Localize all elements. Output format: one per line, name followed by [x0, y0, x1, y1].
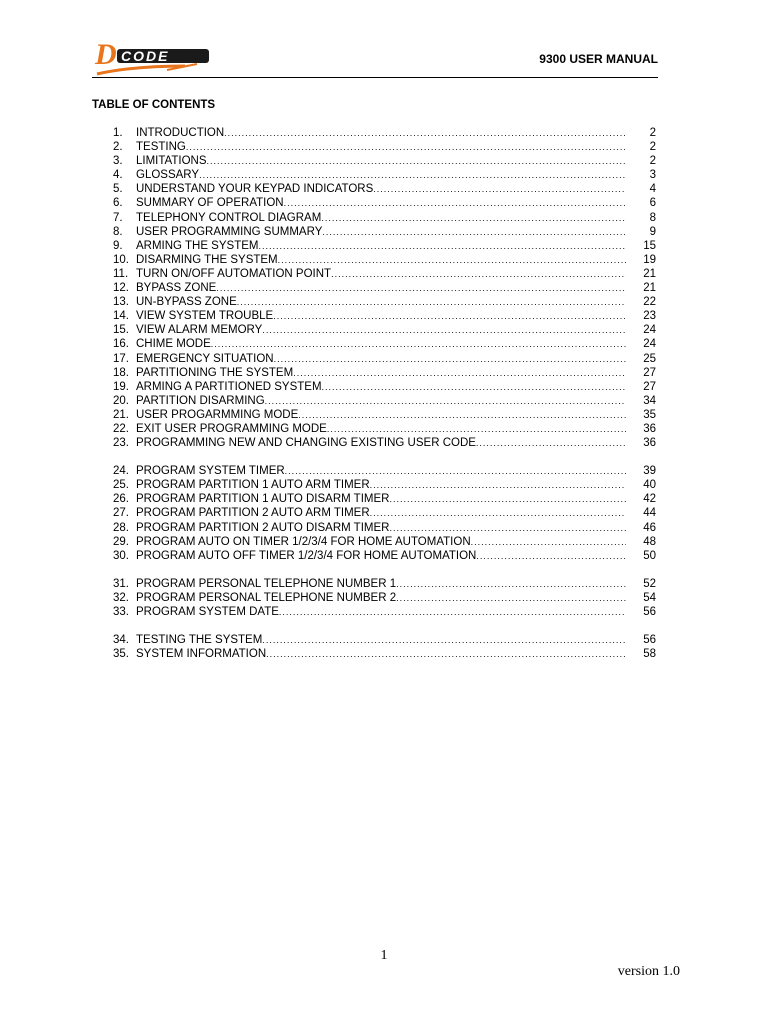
toc-entry[interactable] [113, 338, 660, 352]
toc-entry-number: 29. [113, 535, 129, 548]
toc-entry-page: 54 [643, 591, 656, 604]
toc-entry-page: 25 [643, 352, 656, 365]
toc-dot-leader [373, 184, 626, 194]
toc-entry[interactable] [113, 634, 660, 648]
toc-entry-title: USER PROGARMMING MODE [136, 408, 299, 421]
toc-entry-title: UN-BYPASS ZONE [136, 296, 237, 309]
toc-dot-leader [389, 494, 626, 504]
toc-entry-page: 42 [643, 493, 656, 506]
toc-entry-title: TESTING THE SYSTEM [136, 634, 263, 647]
toc-entry-number: 24. [113, 465, 129, 478]
toc-entry-title: TURN ON/OFF AUTOMATION POINT [136, 267, 332, 280]
toc-entry[interactable] [113, 648, 660, 662]
toc-entry-number: 8. [113, 225, 123, 238]
toc-entry-number: 22. [113, 422, 129, 435]
toc-entry-page: 2 [649, 141, 656, 154]
toc-entry-title: PROGRAM PARTITION 1 AUTO ARM TIMER [136, 479, 370, 492]
toc-entry[interactable] [113, 423, 660, 437]
toc-entry-title: EMERGENCY SITUATION [136, 352, 274, 365]
toc-entry[interactable] [113, 395, 660, 409]
toc-entry-number: 25. [113, 479, 129, 492]
toc-dot-leader [273, 311, 626, 321]
toc-entry-title: PROGRAM SYSTEM DATE [136, 606, 279, 618]
toc-group [113, 634, 660, 662]
toc-entry-title: EXIT USER PROGRAMMING MODE [136, 422, 327, 435]
toc-entry-title: PARTITION DISARMING [136, 394, 265, 407]
toc-dot-leader [258, 241, 626, 251]
toc-entry[interactable] [113, 240, 660, 254]
toc-entry-page: 27 [643, 380, 656, 393]
toc-entry[interactable] [113, 493, 660, 507]
toc-group [113, 465, 660, 564]
toc-dot-leader [298, 410, 626, 420]
toc-entry-title: ARMING A PARTITIONED SYSTEM [136, 380, 322, 393]
toc-dot-leader [327, 424, 626, 434]
toc-entry-page: 44 [643, 507, 656, 520]
toc-entry-page: 52 [643, 577, 656, 590]
manual-title: 9300 USER MANUAL [539, 52, 658, 66]
toc-entry-page: 36 [643, 437, 656, 450]
page-number: 1 [380, 948, 388, 963]
toc-dot-leader [262, 635, 626, 645]
toc-group [113, 578, 660, 620]
toc-entry-title: PROGRAMMING NEW AND CHANGING EXISTING USER CODE [136, 437, 476, 450]
toc-entry-page: 4 [649, 183, 656, 196]
toc-entry-number: 10. [113, 253, 129, 266]
toc-entry[interactable] [113, 155, 660, 169]
toc-entry-title: CHIME MODE [136, 338, 211, 351]
logo-graphic [93, 38, 223, 78]
toc-dot-leader [279, 607, 626, 617]
toc-entry[interactable] [113, 522, 660, 536]
logo-d-letter: D [95, 38, 117, 71]
toc-entry[interactable] [113, 550, 660, 564]
toc-entry-page: 48 [643, 535, 656, 548]
toc-dot-leader [285, 466, 626, 476]
toc-entry-title: TELEPHONY CONTROL DIAGRAM [136, 211, 322, 224]
toc-entry-title: PROGRAM PERSONAL TELEPHONE NUMBER 2 [136, 591, 397, 604]
toc-entry-page: 22 [643, 296, 656, 309]
toc-dot-leader [199, 170, 626, 180]
toc-entry[interactable] [113, 353, 660, 367]
toc-entry-page: 27 [643, 366, 656, 379]
toc-entry-title: BYPASS ZONE [136, 282, 217, 295]
toc-entry[interactable] [113, 310, 660, 324]
toc-entry-title: LIMITATIONS [136, 155, 207, 168]
toc-entry-title: UNDERSTAND YOUR KEYPAD INDICATORS [136, 183, 374, 196]
toc-entry-page: 21 [643, 282, 656, 295]
header-divider [92, 77, 658, 78]
toc-entry-title: PROGRAM PARTITION 1 AUTO DISARM TIMER [136, 493, 390, 506]
toc-entry-page: 9 [649, 225, 656, 238]
toc-entry-number: 3. [113, 155, 123, 168]
toc-entry-page: 6 [649, 197, 656, 210]
toc-entry-title: PROGRAM PARTITION 2 AUTO DISARM TIMER [136, 521, 390, 534]
toc-dot-leader [266, 649, 626, 659]
toc-dot-leader [370, 508, 626, 518]
toc-entry-page: 24 [643, 324, 656, 337]
toc-entry-title: SUMMARY OF OPERATION [136, 197, 284, 210]
toc-entry[interactable] [113, 183, 660, 197]
toc-entry-number: 27. [113, 507, 129, 520]
toc-dot-leader [471, 537, 626, 547]
toc-entry-page: 2 [649, 127, 656, 139]
toc-entry-number: 14. [113, 310, 129, 323]
toc-dot-leader [389, 523, 626, 533]
toc-entry-number: 21. [113, 408, 129, 421]
toc-entry[interactable] [113, 169, 660, 183]
toc-entry-number: 23. [113, 437, 129, 450]
toc-dot-leader [224, 128, 626, 138]
toc-entry-number: 12. [113, 282, 129, 295]
table-of-contents [113, 127, 660, 676]
toc-entry[interactable] [113, 409, 660, 423]
toc-entry[interactable] [113, 197, 660, 211]
toc-entry-page: 8 [649, 211, 656, 224]
toc-entry[interactable] [113, 606, 660, 620]
toc-dot-leader [293, 368, 626, 378]
toc-entry-number: 30. [113, 549, 129, 562]
toc-entry-title: VIEW ALARM MEMORY [136, 324, 263, 337]
toc-entry[interactable] [113, 282, 660, 296]
toc-entry-title: TESTING [136, 141, 186, 154]
toc-entry-number: 4. [113, 169, 123, 182]
toc-entry-number: 13. [113, 296, 129, 309]
toc-dot-leader [207, 156, 627, 166]
toc-entry[interactable] [113, 536, 660, 550]
toc-entry-title: PROGRAM SYSTEM TIMER [136, 465, 285, 478]
toc-entry-page: 23 [643, 310, 656, 323]
toc-dot-leader [186, 142, 626, 152]
toc-entry-title: SYSTEM INFORMATION [136, 648, 267, 661]
toc-entry-number: 28. [113, 521, 129, 534]
toc-dot-leader [237, 297, 626, 307]
toc-entry-title: PROGRAM PARTITION 2 AUTO ARM TIMER [136, 507, 370, 520]
logo-word-text: CODE [121, 48, 170, 64]
toc-entry-page: 3 [649, 169, 656, 182]
toc-entry[interactable] [113, 296, 660, 310]
toc-entry[interactable] [113, 254, 660, 268]
version-label: version 1.0 [617, 964, 680, 979]
toc-entry-number: 16. [113, 338, 129, 351]
toc-dot-leader [274, 354, 626, 364]
toc-dot-leader [396, 593, 626, 603]
toc-entry-number: 26. [113, 493, 129, 506]
toc-entry-page: 39 [643, 465, 656, 478]
toc-entry-number: 1. [113, 127, 123, 139]
toc-entry-number: 19. [113, 380, 129, 393]
toc-entry-number: 11. [113, 267, 129, 280]
toc-dot-leader [284, 198, 626, 208]
toc-dot-leader [476, 551, 626, 561]
toc-entry-page: 2 [649, 155, 656, 168]
toc-entry-page: 56 [643, 634, 656, 647]
toc-dot-leader [278, 255, 626, 265]
toc-entry-page: 35 [643, 408, 656, 421]
toc-entry-number: 15. [113, 324, 129, 337]
toc-dot-leader [331, 269, 626, 279]
toc-entry-title: PROGRAM PERSONAL TELEPHONE NUMBER 1 [136, 577, 397, 590]
toc-entry-number: 20. [113, 394, 129, 407]
toc-dot-leader [322, 382, 626, 392]
toc-entry[interactable] [113, 141, 660, 155]
toc-entry[interactable] [113, 367, 660, 381]
toc-entry[interactable] [113, 381, 660, 395]
toc-entry-title: DISARMING THE SYSTEM [136, 253, 278, 266]
toc-entry-page: 56 [643, 606, 656, 618]
toc-dot-leader [216, 283, 626, 293]
toc-heading: TABLE OF CONTENTS [92, 99, 216, 111]
toc-entry-number: 5. [113, 183, 123, 196]
toc-entry-title: INTRODUCTION [136, 127, 225, 139]
toc-entry-number: 17. [113, 352, 129, 365]
toc-entry-number: 34. [113, 634, 129, 647]
toc-entry[interactable] [113, 507, 660, 521]
toc-entry-number: 33. [113, 606, 129, 618]
toc-dot-leader [322, 227, 626, 237]
toc-dot-leader [396, 579, 626, 589]
toc-entry-page: 21 [643, 267, 656, 280]
toc-dot-leader [321, 213, 626, 223]
toc-entry-page: 36 [643, 422, 656, 435]
toc-entry-page: 46 [643, 521, 656, 534]
dcode-logo [93, 38, 223, 78]
toc-dot-leader [211, 339, 626, 349]
toc-entry[interactable] [113, 324, 660, 338]
toc-dot-leader [370, 480, 626, 490]
toc-entry-title: ARMING THE SYSTEM [136, 239, 259, 252]
toc-entry-number: 35. [113, 648, 129, 661]
toc-entry-title: PROGRAM AUTO OFF TIMER 1/2/3/4 FOR HOME AUTOMATION [136, 549, 477, 562]
toc-entry-number: 9. [113, 239, 123, 252]
toc-entry-number: 6. [113, 197, 123, 210]
toc-entry-page: 19 [643, 253, 656, 266]
toc-entry-title: GLOSSARY [136, 169, 200, 182]
toc-entry[interactable] [113, 212, 660, 226]
toc-entry[interactable] [113, 268, 660, 282]
toc-entry-page: 24 [643, 338, 656, 351]
toc-entry-title: PARTITIONING THE SYSTEM [136, 366, 294, 379]
toc-entry-page: 40 [643, 479, 656, 492]
toc-dot-leader [476, 438, 626, 448]
toc-entry[interactable] [113, 578, 660, 592]
toc-entry-number: 31. [113, 577, 129, 590]
toc-entry[interactable] [113, 479, 660, 493]
toc-entry-page: 15 [643, 239, 656, 252]
toc-entry-title: VIEW SYSTEM TROUBLE [136, 310, 274, 323]
toc-entry[interactable] [113, 592, 660, 606]
toc-entry-number: 7. [113, 211, 123, 224]
toc-entry-page: 50 [643, 549, 656, 562]
toc-entry[interactable] [113, 127, 660, 141]
toc-group [113, 127, 660, 451]
toc-entry-number: 2. [113, 141, 123, 154]
toc-entry-title: PROGRAM AUTO ON TIMER 1/2/3/4 FOR HOME AUTOMATION [136, 535, 471, 548]
toc-entry-title: USER PROGRAMMING SUMMARY [136, 225, 323, 238]
toc-dot-leader [265, 396, 626, 406]
toc-entry[interactable] [113, 437, 660, 451]
toc-entry-page: 58 [643, 648, 656, 661]
toc-entry[interactable] [113, 226, 660, 240]
toc-dot-leader [262, 325, 626, 335]
toc-entry-page: 34 [643, 394, 656, 407]
toc-entry-number: 18. [113, 366, 129, 379]
toc-entry[interactable] [113, 465, 660, 479]
toc-entry-number: 32. [113, 591, 129, 604]
